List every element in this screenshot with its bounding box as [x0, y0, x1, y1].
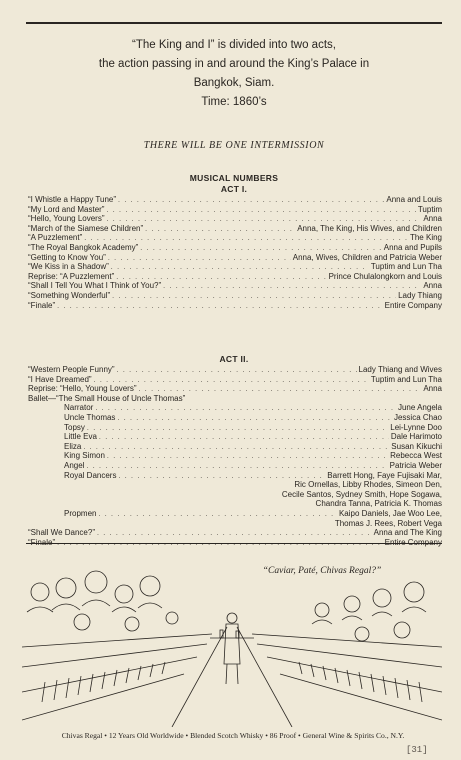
waiter-legs [226, 664, 238, 684]
top-rule [26, 22, 442, 24]
list-item: Reprise: “A Puzzlement” . . . Prince Chulalongkorn and Louis [28, 272, 442, 282]
intro-line: Time: 1860’s [201, 96, 267, 108]
act1-list [28, 195, 442, 310]
audience-head [85, 571, 107, 593]
seat-row [22, 634, 212, 647]
royal-dancers-line: Chandra Tanna, Patricia K. Thomas [315, 499, 442, 509]
intermission-notice: THERE WILL BE ONE INTERMISSION [143, 140, 325, 151]
audience-head [74, 614, 90, 630]
audience-head [115, 585, 133, 603]
musical-numbers-heading: MUSICAL NUMBERS [189, 173, 279, 183]
act1-heading: ACT I. [220, 184, 248, 194]
audience-head [373, 589, 391, 607]
seat-hatching [42, 662, 165, 702]
audience-head [166, 612, 178, 624]
list-item: “Shall We Dance?” . . . Anna and The King [28, 528, 442, 538]
audience-head [140, 576, 160, 596]
list-item: Uncle Thomas . . . Jessica Chao [28, 413, 442, 423]
waiter-head [227, 613, 237, 623]
intro-line: Bangkok, Siam. [193, 77, 275, 89]
audience-head [344, 596, 360, 612]
seat-row [252, 634, 442, 647]
audience-head [31, 583, 49, 601]
act2-heading: ACT II. [219, 354, 249, 364]
audience-head [355, 627, 369, 641]
section-rule [26, 543, 442, 544]
seat-row [280, 674, 442, 720]
list-item: “Shall I Tell You What I Think of You?” . . . Anna [28, 281, 442, 291]
ballet-title: Ballet—“The Small House of Uncle Thomas” [28, 393, 186, 403]
seat-row [22, 674, 184, 720]
list-item: Eliza . . . Susan Kikuchi [28, 442, 442, 452]
audience-head [404, 582, 424, 602]
list-item: “I Have Dreamed” . . . Tuptim and Lun Tha [28, 375, 442, 385]
list-item: “Something Wonderful” . . . Lady Thiang [28, 291, 442, 301]
list-item: “March of the Siamese Children” . . . Anna, The King, His Wives, and Children [28, 224, 442, 234]
list-item: Reprise: “Hello, Young Lovers” . . . Anna [28, 384, 442, 394]
list-item: “I Whistle a Happy Tune” . . . Anna and Louis [28, 195, 442, 205]
seat-hatching [299, 662, 422, 702]
list-item: Little Eva . . . Dale Harimoto [28, 432, 442, 442]
audience-head [125, 617, 139, 631]
list-item: King Simon . . . Rebecca West [28, 451, 442, 461]
list-item: Angel . . . Patricia Weber [28, 461, 442, 471]
aisle-line-right [237, 627, 292, 727]
intro-line: the action passing in and around the King’s Palace in [98, 58, 370, 70]
audience-head [315, 603, 329, 617]
intro-line: “The King and I” is divided into two acts, [132, 39, 336, 51]
seat-row [22, 657, 197, 692]
list-item: “We Kiss in a Shadow” . . . Tuptim and Lun Tha [28, 262, 442, 272]
act2-list [28, 365, 442, 547]
audience-head [394, 622, 410, 638]
list-item: Propmen . . . Kaipo Daniels, Jae Woo Lee, [28, 509, 442, 519]
page-number: [31] [406, 745, 428, 755]
aisle-line-left [172, 627, 227, 727]
waiter-body [224, 624, 240, 664]
ad-footer: Chivas Regal • 12 Years Old Worldwide • Blended Scotch Whisky • 86 Proof • General Wine & Spirits Co., N.Y. [61, 731, 405, 740]
audience-body [27, 600, 162, 612]
list-item: “Getting to Know You” . . . Anna, Wives, Children and Patricia Weber [28, 253, 442, 263]
list-item: “Hello, Young Lovers” . . . Anna [28, 214, 442, 224]
list-item: “A Puzzlement” . . . The King [28, 233, 442, 243]
list-item: “My Lord and Master” . . . Tuptim [28, 205, 442, 215]
list-item: “The Royal Bangkok Academy” . . . Anna and Pupils [28, 243, 442, 253]
list-item: “Western People Funny” . . . Lady Thiang and Wives [28, 365, 442, 375]
seat-row [22, 644, 207, 667]
intro-block [26, 36, 442, 112]
list-item: Royal Dancers . . . Barrett Hong, Faye Fujisaki Mar, [28, 471, 442, 481]
ad-tagline: “Caviar, Paté, Chivas Regal?” [262, 566, 382, 576]
audience-head [56, 578, 76, 598]
list-item: “Finale” . . . Entire Company [28, 301, 442, 311]
ad-illustration [22, 552, 442, 727]
propmen-line: Thomas J. Rees, Robert Vega [334, 518, 442, 528]
seat-row [267, 657, 442, 692]
royal-dancers-line: Cecile Santos, Sydney Smith, Hope Sogawa, [281, 489, 442, 499]
royal-dancers-line: Ric Ornellas, Libby Rhodes, Simeon Den, [294, 480, 442, 490]
list-item: Topsy . . . Lei-Lynne Doo [28, 423, 442, 433]
seat-row [257, 644, 442, 667]
list-item: Narrator . . . June Angela [28, 403, 442, 413]
